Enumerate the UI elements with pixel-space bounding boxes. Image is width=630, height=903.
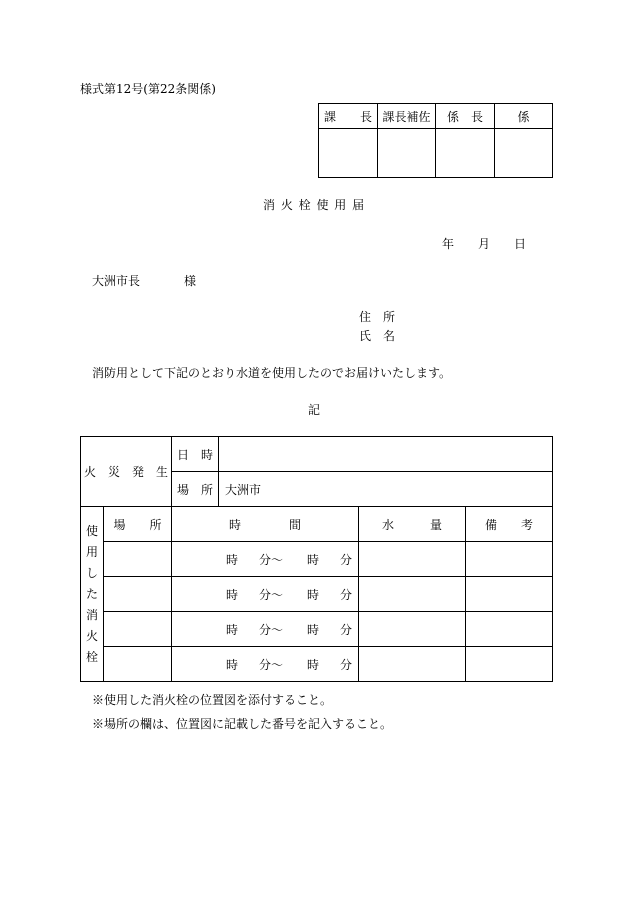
hydrant-water-field[interactable]: [359, 612, 466, 647]
hydrant-place-field[interactable]: [104, 577, 172, 612]
applicant-name-label: 氏 名: [359, 329, 396, 343]
hydrant-place-field[interactable]: [104, 542, 172, 577]
hydrant-row: [81, 612, 553, 647]
approval-stamp-kakari: [495, 129, 553, 178]
approval-stamp-kacho: [319, 129, 378, 178]
applicant-address-label: 住 所: [359, 310, 396, 324]
approval-header-kakaricho: 係 長: [436, 104, 495, 129]
hydrant-row: [81, 542, 553, 577]
fire-occurrence-label: 火 災 発 生: [81, 437, 172, 507]
hydrant-place-field[interactable]: [104, 647, 172, 682]
approval-stamp-kacho-hosa: [378, 129, 436, 178]
hydrant-remarks-field[interactable]: [466, 542, 553, 577]
col-header-water: 水 量: [359, 507, 466, 542]
hydrant-time-field[interactable]: 時 分〜 時 分: [172, 612, 359, 647]
approval-stamp-table: [318, 103, 553, 178]
approval-header-kacho-hosa: 課長補佐: [378, 104, 436, 129]
col-header-time: 時 間: [172, 507, 359, 542]
hydrant-time-field[interactable]: 時 分〜 時 分: [172, 577, 359, 612]
hydrant-water-field[interactable]: [359, 577, 466, 612]
hydrant-remarks-field[interactable]: [466, 577, 553, 612]
note-attach-map: ※使用した消火栓の位置図を添付すること。: [92, 693, 333, 707]
hydrant-row: [81, 647, 553, 682]
hydrant-remarks-field[interactable]: [466, 647, 553, 682]
addressee-name: 大洲市長: [92, 274, 141, 288]
form-number: 様式第12号(第22条関係): [80, 82, 216, 96]
fire-place-label: 場 所: [172, 472, 219, 507]
ki-heading: 記: [308, 403, 321, 417]
hydrant-water-field[interactable]: [359, 542, 466, 577]
hydrant-remarks-field[interactable]: [466, 612, 553, 647]
approval-header-kacho: 課 長: [319, 104, 378, 129]
used-hydrant-label: 使 用 し た 消 火 栓: [81, 507, 104, 682]
approval-header-kakari: 係: [495, 104, 553, 129]
body-text: 消防用として下記のとおり水道を使用したのでお届けいたします。: [92, 366, 452, 380]
document-title: 消 火 栓 使 用 届: [263, 198, 366, 212]
hydrant-place-field[interactable]: [104, 612, 172, 647]
addressee-honorific: 様: [184, 274, 197, 288]
record-table: [80, 436, 553, 682]
hydrant-water-field[interactable]: [359, 647, 466, 682]
approval-stamp-kakaricho: [436, 129, 495, 178]
hydrant-time-field[interactable]: 時 分〜 時 分: [172, 647, 359, 682]
note-place-number: ※場所の欄は、位置図に記載した番号を記入すること。: [92, 717, 393, 731]
hydrant-time-field[interactable]: 時 分〜 時 分: [172, 542, 359, 577]
hydrant-row: [81, 577, 553, 612]
date-line: 年 月 日: [442, 237, 527, 251]
col-header-remarks: 備 考: [466, 507, 553, 542]
fire-place-field[interactable]: 大洲市: [219, 472, 553, 507]
datetime-label: 日 時: [172, 437, 219, 472]
datetime-field[interactable]: [219, 437, 553, 472]
col-header-place: 場 所: [104, 507, 172, 542]
